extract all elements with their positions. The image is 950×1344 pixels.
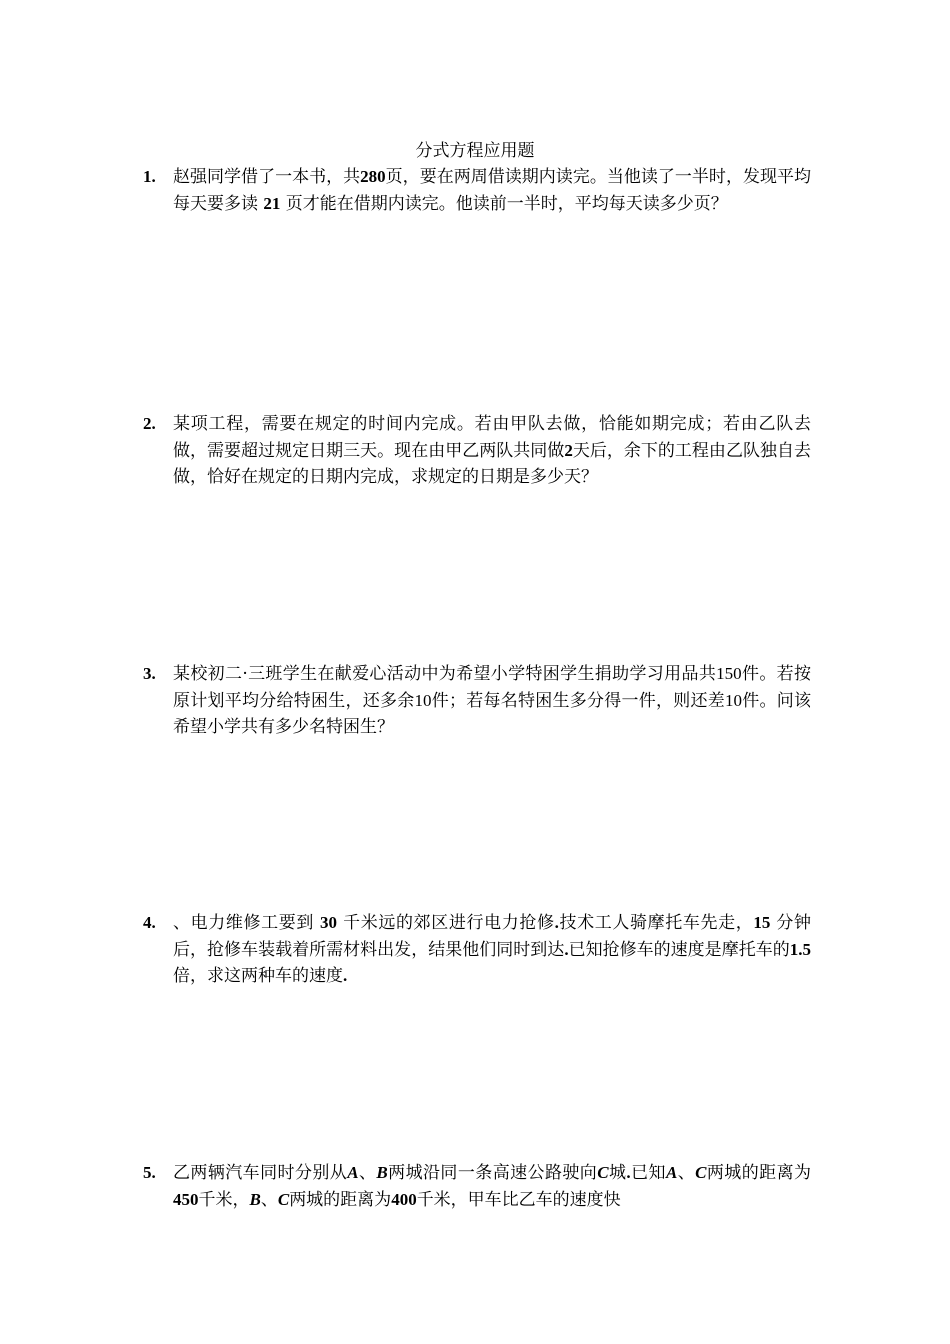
page-title: 分式方程应用题 — [415, 141, 535, 161]
problem-2 — [143, 411, 811, 491]
problem-3 — [143, 661, 811, 741]
problem-text: 、电力维修工要到 30 千米远的郊区进行电力抢修.技术工人骑摩托车先走，15 分钟后，抢修车装载着所需材料出发，结果他们同时到达.已知抢修车的速度是摩托车的1.5倍，求这两种车的速度. — [173, 913, 812, 986]
problem-5 — [143, 1160, 811, 1213]
problem-number: 2. — [143, 414, 156, 433]
problem-text: 某校初二·三班学生在献爱心活动中为希望小学特困学生捐助学习用品共150件。若按原计划平均分给特困生，还多余10件；若每名特困生多分得一件，则还差10件。问该希望小学共有多少名特困生？ — [173, 664, 811, 737]
problem-text: 赵强同学借了一本书，共280页，要在两周借读期内读完。当他读了一半时，发现平均每天要多读 21 页才能在借期内读完。他读前一半时，平均每天读多少页？ — [173, 167, 812, 214]
problem-number: 3. — [143, 664, 156, 683]
problem-text: 乙两辆汽车同时分别从A、B两城沿同一条高速公路驶向C城.已知A、C两城的距离为450千米，B、C两城的距离为400千米，甲车比乙车的速度快 — [173, 1163, 811, 1210]
problem-number: 5. — [143, 1163, 156, 1182]
problem-number: 1. — [143, 167, 156, 186]
problem-4 — [143, 910, 811, 990]
problem-text: 某项工程，需要在规定的时间内完成。若由甲队去做，恰能如期完成；若由乙队去做，需要超过规定日期三天。现在由甲乙两队共同做2天后，余下的工程由乙队独自去做，恰好在规定的日期内完成，求规定的日期是多少天？ — [173, 414, 812, 487]
problem-number: 4. — [143, 913, 156, 932]
problem-1 — [143, 164, 811, 217]
